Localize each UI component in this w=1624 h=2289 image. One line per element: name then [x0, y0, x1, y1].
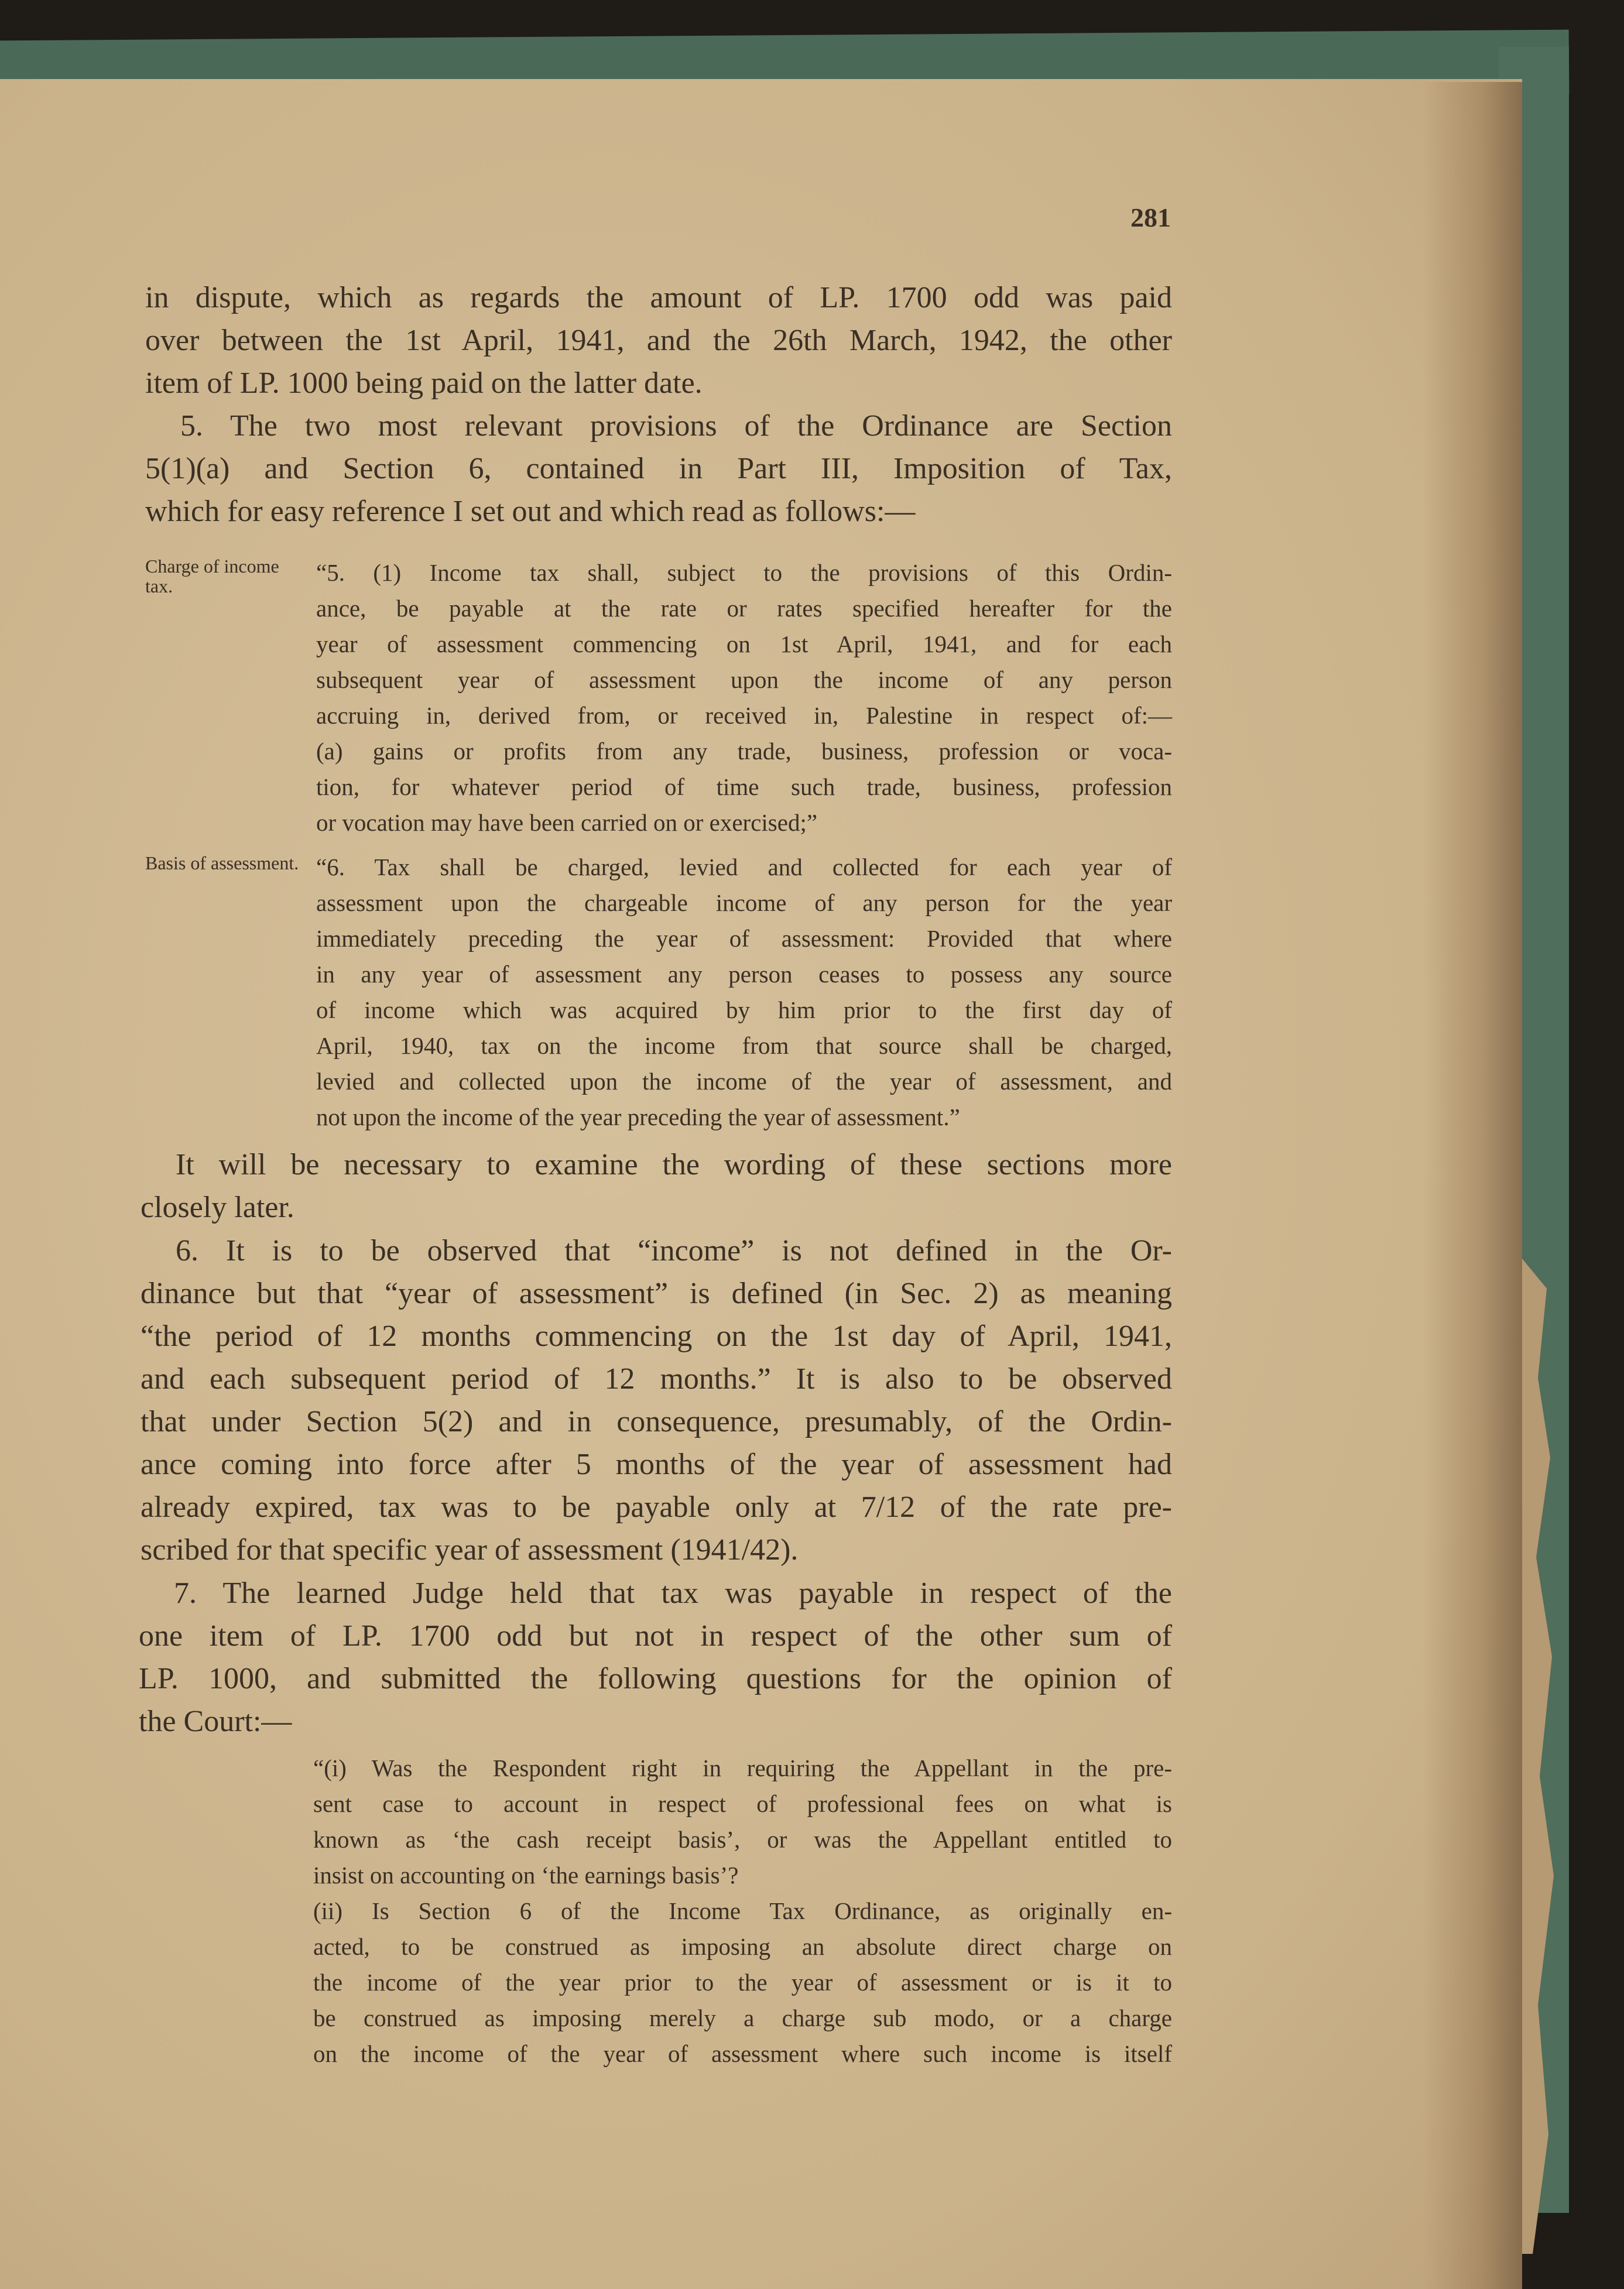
text-line: “5. (1) Income tax shall, subject to the provisions of this Ordin-: [316, 559, 1172, 586]
text-line: “(i) Was the Respondent right in requiring the Appellant in the pre-: [313, 1755, 1172, 1781]
text-line: ance coming into force after 5 months of the year of assessment had: [141, 1448, 1172, 1481]
text-line: the income of the year prior to the year of assessment or is it to: [313, 1969, 1172, 1996]
page-curl-shadow: [1423, 82, 1522, 2289]
text-line: year of assessment commencing on 1st April, 1941, and for each: [316, 630, 1172, 657]
text-line: accruing in, derived from, or received in, Palestine in respect of:—: [316, 702, 1172, 729]
text-line: immediately preceding the year of assessment: Provided that where: [316, 925, 1172, 952]
text-line: of income which was acquired by him prior to the first day of: [316, 996, 1172, 1023]
text-line: the Court:—: [139, 1705, 292, 1738]
paragraph-examine: [141, 1143, 1172, 1229]
text-line: dinance but that “year of assessment” is defined (in Sec. 2) as meaning: [141, 1277, 1172, 1310]
text-line: insist on accounting on ‘the earnings basis’?: [313, 1862, 739, 1889]
text-line: in any year of assessment any person ceases to possess any source: [316, 961, 1172, 988]
text-line: scribed for that specific year of assessment (1941/42).: [141, 1533, 799, 1567]
text-line: already expired, tax was to be payable only at 7/12 of the rate pre-: [141, 1490, 1172, 1524]
text-line: and each subsequent period of 12 months.” It is also to be observed: [141, 1362, 1172, 1396]
text-line: “the period of 12 months commencing on the 1st day of April, 1941,: [141, 1320, 1172, 1353]
text-line: It will be necessary to examine the wording of these sections more: [176, 1148, 1172, 1181]
text-line: ance, be payable at the rate or rates specified hereafter for the: [316, 595, 1172, 622]
text-line: tion, for whatever period of time such trade, business, profession: [316, 773, 1172, 800]
text-line: subsequent year of assessment upon the income of any person: [316, 666, 1172, 693]
text-line: 5(1)(a) and Section 6, contained in Part III, Imposition of Tax,: [145, 452, 1172, 485]
paragraph-7: [139, 1572, 1172, 1743]
text-line: closely later.: [141, 1191, 294, 1224]
text-line: sent case to account in respect of professional fees on what is: [313, 1790, 1172, 1817]
text-line: 6. It is to be observed that “income” is not defined in the Or-: [176, 1234, 1172, 1267]
paragraph-continuation: [145, 276, 1172, 405]
text-line: over between the 1st April, 1941, and the 26th March, 1942, the other: [145, 324, 1172, 357]
text-line: be construed as imposing merely a charge sub modo, or a charge: [313, 2004, 1172, 2031]
margin-note-basis: Basis of assessment.: [145, 852, 299, 873]
paragraph-6: [141, 1229, 1172, 1571]
text-line: acted, to be construed as imposing an absolute direct charge on: [313, 1933, 1172, 1960]
paragraph-5: [145, 405, 1172, 533]
text-line: levied and collected upon the income of the year of assessment, and: [316, 1068, 1172, 1095]
text-line: (ii) Is Section 6 of the Income Tax Ordinance, as originally en-: [313, 1897, 1172, 1924]
text-line: in dispute, which as regards the amount of LP. 1700 odd was paid: [145, 281, 1172, 314]
text-line: known as ‘the cash receipt basis’, or was the Appellant entitled to: [313, 1826, 1172, 1853]
text-line: “6. Tax shall be charged, levied and collected for each year of: [316, 854, 1172, 880]
text-line: not upon the income of the year preceding the year of assessment.”: [316, 1104, 960, 1130]
margin-note-charge: Charge of income tax.: [145, 556, 279, 597]
text-line: one item of LP. 1700 odd but not in respect of the other sum of: [139, 1619, 1172, 1653]
text-line: that under Section 5(2) and in consequence, presumably, of the Ordin-: [141, 1405, 1172, 1438]
page-number: 281: [1130, 203, 1171, 232]
text-line: 5. The two most relevant provisions of the Ordinance are Section: [180, 409, 1172, 443]
quote-section-5: [316, 555, 1172, 841]
text-line: which for easy reference I set out and which read as follows:—: [145, 495, 916, 528]
text-line: (a) gains or profits from any trade, business, profession or voca-: [316, 738, 1172, 765]
quote-section-6: [316, 849, 1172, 1135]
text-line: April, 1940, tax on the income from that source shall be charged,: [316, 1032, 1172, 1059]
text-line: or vocation may have been carried on or exercised;”: [316, 809, 818, 836]
questions-quote: [313, 1750, 1172, 2072]
text-line: 7. The learned Judge held that tax was payable in respect of the: [174, 1577, 1172, 1610]
text-line: LP. 1000, and submitted the following questions for the opinion of: [139, 1662, 1172, 1695]
text-line: item of LP. 1000 being paid on the latter date.: [145, 366, 703, 400]
text-line: on the income of the year of assessment where such income is itself: [313, 2040, 1172, 2067]
text-line: assessment upon the chargeable income of any person for the year: [316, 889, 1172, 916]
